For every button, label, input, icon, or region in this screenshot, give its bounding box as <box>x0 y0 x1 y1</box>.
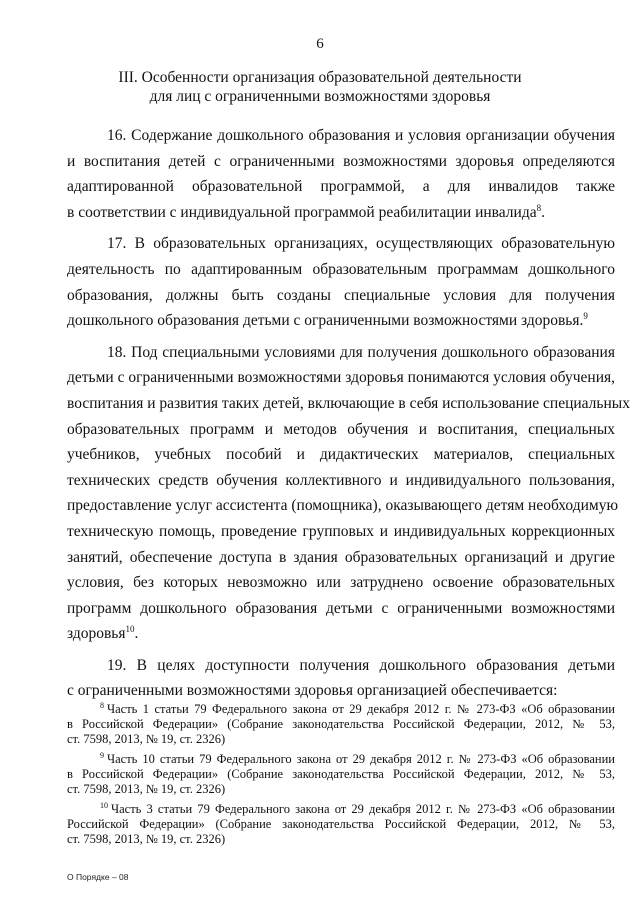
footnote-text: Часть 1 статьи 79 Федерального закона от 29 декабря 2012 г. № 273-ФЗ «Об образовании <box>107 702 615 716</box>
paragraph <box>67 231 615 333</box>
footnote-text: в Российской Федерации» (Собрание законодательства Российской Федерации, 2012, № 53, <box>67 767 615 781</box>
footnote-mark: 9 <box>100 750 104 760</box>
footer-mark: О Порядке – 08 <box>67 872 129 882</box>
footnote-reference[interactable]: 9 <box>583 311 588 321</box>
paragraph-line <box>67 231 615 257</box>
paragraph-line <box>67 417 615 443</box>
paragraph <box>67 653 615 704</box>
footnote-line <box>67 717 615 732</box>
line-text: деятельность по адаптированным образовательным программам дошкольного <box>67 260 615 278</box>
paragraph-line <box>67 493 619 519</box>
footnote-text: в Российской Федерации» (Собрание законодательства Российской Федерации, 2012, № 53, <box>67 717 615 731</box>
footnote-line <box>67 832 615 847</box>
line-text: учебников, учебных пособий и дидактических материалов, специальных <box>67 446 615 464</box>
paragraph-line <box>67 174 615 200</box>
footnote-mark: 10 <box>100 800 108 810</box>
footnote <box>67 802 615 847</box>
footnote <box>67 702 615 747</box>
line-text: в соответствии с индивидуальной программой реабилитации инвалида <box>67 203 537 221</box>
footnote-line <box>67 782 615 797</box>
line-text: и воспитания детей с ограниченными возможностями здоровья определяются <box>67 152 615 170</box>
footnote-text: ст. 7598, 2013, № 19, ст. 2326) <box>67 732 226 746</box>
line-text: 19. В целях доступности получения дошкольного образования детьми <box>107 656 615 674</box>
paragraph-line <box>67 570 615 596</box>
footnote-text: Российской Федерации» (Собрание законодательства Российской Федерации, 2012, № 53, <box>67 817 615 831</box>
footnote-text: Часть 3 статьи 79 Федерального закона от 29 декабря 2012 г. № 273-ФЗ «Об образовании <box>111 802 615 816</box>
line-text: условия, без которых невозможно или затруднено освоение образовательных <box>67 574 615 592</box>
paragraph-line <box>67 365 615 391</box>
paragraph-line <box>67 283 615 309</box>
line-text: адаптированной образовательной программой, а для инвалидов также <box>67 178 615 196</box>
line-text: здоровья <box>67 625 126 643</box>
section-title <box>40 68 600 106</box>
footnote-line <box>67 732 615 747</box>
footnote-reference[interactable]: 10 <box>125 624 135 635</box>
paragraph-line <box>67 678 615 704</box>
line-text: техническую помощь, проведение групповых и индивидуальных коррекционных <box>67 522 615 540</box>
footnote-line <box>67 702 615 717</box>
paragraph-line <box>67 596 615 622</box>
paragraph-line <box>67 621 615 647</box>
footnote-text: ст. 7598, 2013, № 19, ст. 2326) <box>67 832 226 846</box>
paragraph <box>67 123 615 225</box>
line-text: детьми с ограниченными возможностями здоровья понимаются условия обучения, <box>67 369 615 387</box>
paragraph-line <box>67 545 615 571</box>
trailing-punctuation: . <box>134 625 139 643</box>
document-body <box>67 123 630 710</box>
paragraph-line <box>67 149 615 175</box>
paragraph-line <box>67 340 615 366</box>
page-number: 6 <box>316 36 324 52</box>
line-text: образовательных программ и методов обучения и воспитания, специальных <box>67 420 615 438</box>
footnote-line <box>67 817 615 832</box>
paragraph-line <box>67 442 615 468</box>
line-text: технических средств обучения коллективного и индивидуального пользования, <box>67 471 615 489</box>
line-text: дошкольного образования детьми с ограниченными возможностями здоровья. <box>67 312 584 330</box>
line-text: занятий, обеспечение доступа в здания образовательных организаций и другие <box>67 548 615 566</box>
line-text: 16. Содержание дошкольного образования и условия организации обучения <box>107 127 615 144</box>
footnote-line <box>67 752 615 767</box>
paragraph-line <box>67 391 630 417</box>
footnotes <box>67 702 615 852</box>
line-text: с ограниченными возможностями здоровья организацией обеспечивается: <box>67 682 558 700</box>
section-title-line-2: для лиц с ограниченными возможностями здоровья <box>149 88 491 105</box>
line-text: 17. В образовательных организациях, осуществляющих образовательную <box>107 235 615 253</box>
paragraph-line <box>67 653 615 679</box>
paragraph-line <box>67 308 615 334</box>
footnote-reference[interactable]: 8 <box>536 202 542 213</box>
line-text: воспитания и развития таких детей, включающие в себя использование специальных <box>67 394 630 412</box>
section-title-line-1: III. Особенности организация образовательной деятельности <box>118 69 522 86</box>
footnote-line <box>67 767 615 782</box>
paragraph-line <box>67 257 615 283</box>
line-text: 18. Под специальными условиями для получения дошкольного образования <box>107 343 615 361</box>
paragraph-line <box>67 200 615 226</box>
paragraph <box>67 340 630 647</box>
line-text: предоставление услуг ассистента (помощника), оказывающего детям необходимую <box>67 497 619 515</box>
footnote <box>67 752 615 797</box>
paragraph-line <box>67 123 615 149</box>
paragraph-line <box>67 519 615 545</box>
footnote-text: Часть 10 статьи 79 Федерального закона от 29 декабря 2012 г. № 273-ФЗ «Об образовании <box>107 752 615 766</box>
footnote-mark: 8 <box>100 700 104 710</box>
paragraph-line <box>67 468 615 494</box>
footnote-line <box>67 802 615 817</box>
trailing-punctuation: . <box>541 203 545 221</box>
line-text: программ дошкольного образования детьми с ограниченными возможностями <box>67 599 615 617</box>
line-text: образования, должны быть созданы специальные условия для получения <box>67 286 615 304</box>
footnote-text: ст. 7598, 2013, № 19, ст. 2326) <box>67 782 226 796</box>
